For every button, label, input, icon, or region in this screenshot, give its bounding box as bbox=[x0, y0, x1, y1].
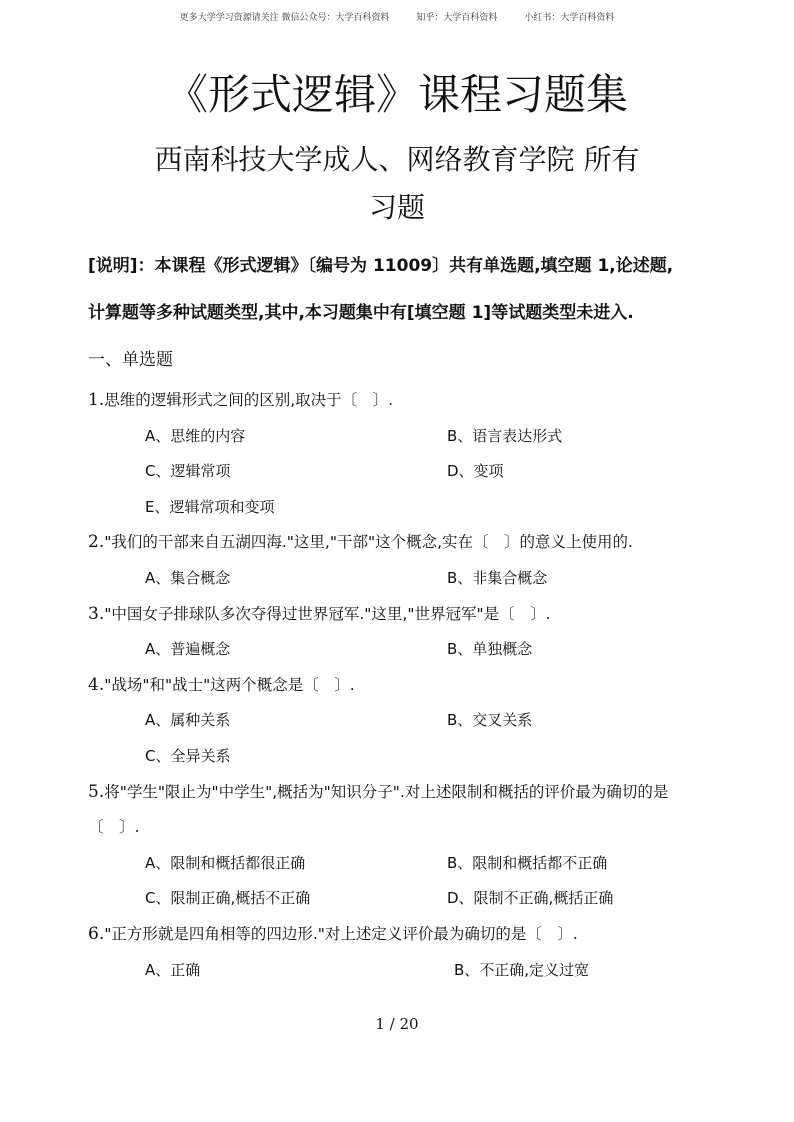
question-text: 将"学生"限止为"中学生",概括为"知识分子".对上述限制和概括的评价最为确切的是 bbox=[104, 782, 669, 801]
header-text: 知乎：大学百科资料 bbox=[416, 13, 498, 23]
question-5 bbox=[88, 775, 718, 811]
option: A、普遍概念 bbox=[145, 640, 231, 659]
option: C、逻辑常项 bbox=[145, 462, 231, 481]
question-1 bbox=[88, 383, 718, 419]
header-text: 小红书：大学百科资料 bbox=[524, 13, 615, 23]
question-number: 1. bbox=[88, 390, 105, 410]
description-line: 计算题等多种试题类型,其中,本习题集中有[填空题 1]等试题类型未进入. bbox=[88, 303, 634, 323]
option: D、限制不正确,概括正确 bbox=[447, 889, 614, 908]
option: B、不正确,定义过宽 bbox=[454, 960, 590, 979]
option: A、限制和概括都很正确 bbox=[145, 853, 306, 872]
question-3 bbox=[88, 597, 718, 633]
question-4 bbox=[88, 668, 718, 704]
question-number: 2. bbox=[88, 532, 105, 553]
document-title: 《形式逻辑》课程习题集 bbox=[165, 70, 628, 119]
question-list bbox=[88, 383, 718, 988]
question-number: 5. bbox=[88, 781, 105, 802]
question-number: 4. bbox=[88, 674, 105, 695]
option: B、交叉关系 bbox=[447, 711, 533, 730]
question-text: "我们的干部来自五湖四海."这里,"干部"这个概念,实在〔 〕的意义上使用的. bbox=[104, 533, 633, 552]
option: C、限制正确,概括不正确 bbox=[145, 889, 311, 908]
subtitle-line: 习题 bbox=[368, 191, 425, 224]
option: B、语言表达形式 bbox=[447, 426, 563, 445]
question-text: "正方形就是四角相等的四边形."对上述定义评价最为确切的是〔 〕. bbox=[104, 924, 578, 943]
page-number: 1 / 20 bbox=[375, 1015, 419, 1033]
question-text: "战场"和"战士"这两个概念是〔 〕. bbox=[104, 675, 355, 694]
description-line: [说明]：本课程《形式逻辑》〔编号为 11009〕共有单选题,填空题 1,论述题, bbox=[88, 256, 674, 276]
option: B、非集合概念 bbox=[447, 568, 548, 587]
option: E、逻辑常项和变项 bbox=[145, 497, 275, 516]
option: C、全异关系 bbox=[145, 746, 231, 765]
option: B、限制和概括都不正确 bbox=[447, 853, 608, 872]
option: A、集合概念 bbox=[145, 568, 231, 587]
question-text: 思维的逻辑形式之间的区别,取决于〔 〕. bbox=[104, 391, 394, 409]
question-number: 3. bbox=[88, 603, 105, 624]
question-number: 6. bbox=[88, 923, 105, 944]
option: A、属种关系 bbox=[145, 711, 231, 730]
page-header bbox=[0, 10, 794, 23]
option: B、单独概念 bbox=[447, 640, 533, 659]
header-text: 更多大学学习资源请关注 微信公众号：大学百科资料 bbox=[179, 13, 390, 23]
question-text: "中国女子排球队多次夺得过世界冠军."这里,"世界冠军"是〔 〕. bbox=[104, 604, 551, 623]
option: D、变项 bbox=[447, 462, 504, 481]
question-6 bbox=[88, 917, 718, 953]
question-2 bbox=[88, 525, 718, 561]
subtitle-line: 西南科技大学成人、网络教育学院 所有 bbox=[154, 143, 640, 176]
option: A、思维的内容 bbox=[145, 426, 246, 445]
section-heading: 一、单选题 bbox=[88, 350, 173, 370]
question-text-continued: 〔 〕. bbox=[88, 818, 140, 837]
option: A、正确 bbox=[145, 960, 201, 979]
